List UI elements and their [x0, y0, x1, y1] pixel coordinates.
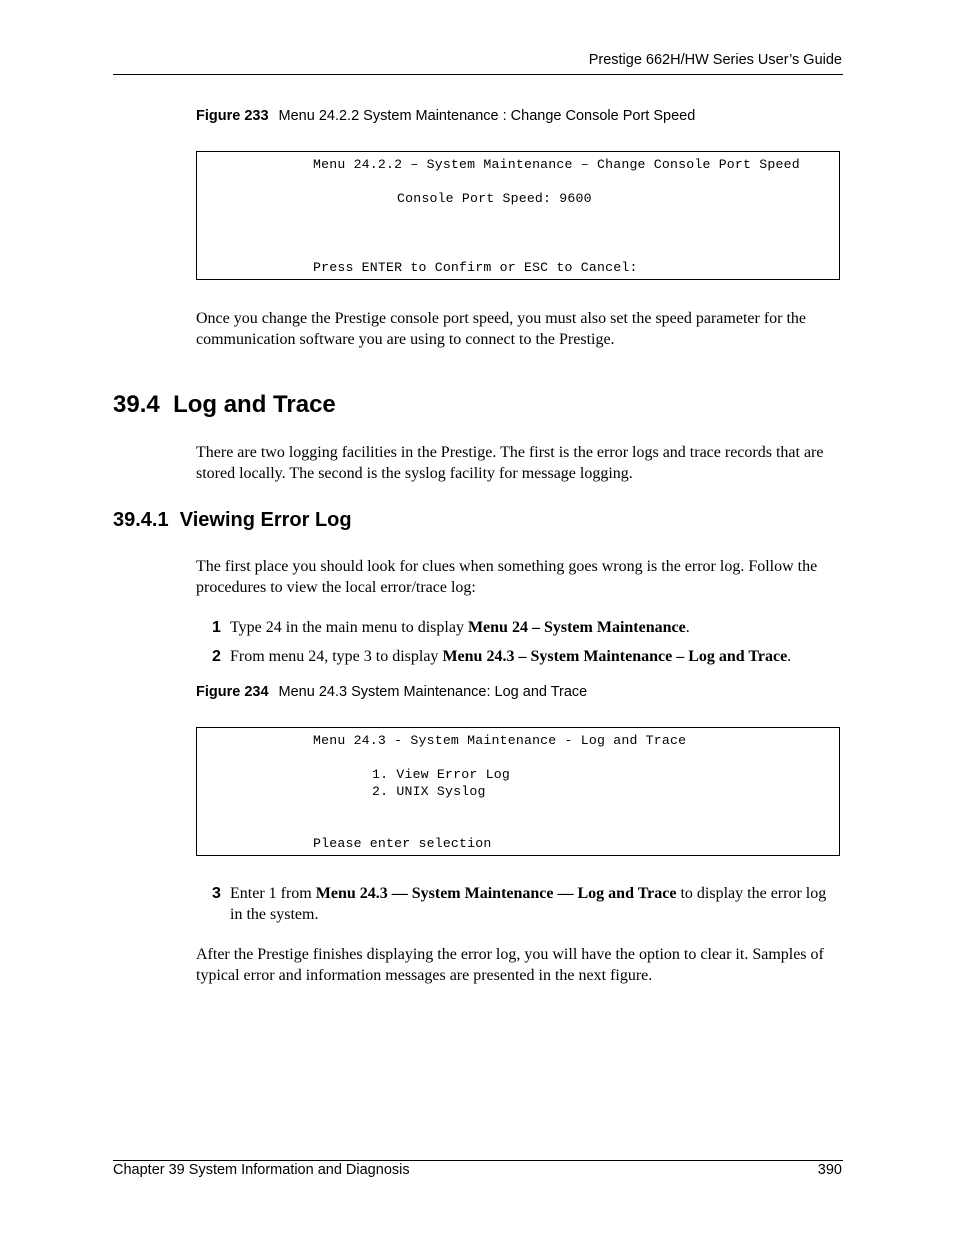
step-text: Enter 1 from: [230, 885, 316, 902]
paragraph-clear-log: After the Prestige finishes displaying the error log, you will have the option to clear it. Samples of typical error and information messages are presented in the next figure.: [196, 946, 824, 984]
section-number: 39.4: [113, 391, 160, 418]
step-menu-name: Menu 24.3 – System Maintenance – Log and Trace: [442, 648, 788, 665]
step-number: 2: [212, 648, 221, 665]
figure-234-caption: [196, 684, 587, 700]
paragraph-logging-facilities: There are two logging facilities in the Prestige. The first is the error logs and trace records that are stored locally. The second is the syslog facility for message logging.: [196, 444, 824, 482]
subsection-heading: [113, 509, 352, 532]
step-text-end: .: [685, 619, 690, 636]
screen-234-title: Menu 24.3 - System Maintenance - Log and Trace: [313, 733, 687, 748]
section-title: Log and Trace: [173, 391, 336, 418]
figure-234-label: Figure 234: [196, 684, 269, 700]
page-number: 390: [817, 1162, 842, 1178]
step-menu-name: Menu 24 – System Maintenance: [467, 619, 686, 636]
subsection-title: Viewing Error Log: [179, 509, 352, 531]
figure-233-label: Figure 233: [196, 108, 269, 124]
paragraph-console-speed: Once you change the Prestige console port speed, you must also set the speed parameter for the communication software you are using to connect to the Prestige.: [196, 310, 807, 348]
footer-chapter: Chapter 39 System Information and Diagnosis: [113, 1162, 410, 1178]
step-text: From menu 24, type 3 to display: [230, 648, 443, 665]
step-text-end: .: [787, 648, 792, 665]
header-rule: [113, 74, 843, 75]
step-text: Type 24 in the main menu to display: [230, 619, 468, 636]
step-item: [212, 618, 842, 639]
step-text-end: to display the error log in the system.: [230, 885, 827, 923]
footer-rule: [113, 1160, 843, 1161]
figure-234-screen: [196, 727, 840, 856]
section-heading: [113, 391, 336, 419]
screen-234-menu-item-2: 2. UNIX Syslog: [372, 784, 486, 799]
figure-233-caption: [196, 108, 695, 124]
paragraph-error-log-intro: The first place you should look for clues when something goes wrong is the error log. Follow the procedures to view the local error/trace log:: [196, 558, 818, 596]
step-number: 3: [212, 885, 221, 902]
step-item: [212, 884, 842, 925]
figure-233-title: Menu 24.2.2 System Maintenance : Change Console Port Speed: [278, 108, 696, 124]
screen-233-prompt: Press ENTER to Confirm or ESC to Cancel:: [313, 260, 638, 275]
screen-234-prompt: Please enter selection: [313, 836, 492, 851]
step-body: [212, 884, 842, 925]
figure-233-screen: [196, 151, 840, 280]
figure-234-title: Menu 24.3 System Maintenance: Log and Trace: [278, 684, 588, 700]
running-header: Prestige 662H/HW Series User’s Guide: [588, 52, 842, 68]
screen-234-menu-item-1: 1. View Error Log: [372, 767, 510, 782]
screen-233-port-speed: Console Port Speed: 9600: [397, 191, 592, 206]
step-item: [212, 647, 842, 668]
step-menu-name: Menu 24.3 — System Maintenance — Log and Trace: [315, 885, 677, 902]
step-number: 1: [212, 619, 221, 636]
subsection-number: 39.4.1: [113, 509, 169, 531]
screen-233-title: Menu 24.2.2 – System Maintenance – Change Console Port Speed: [313, 157, 800, 172]
